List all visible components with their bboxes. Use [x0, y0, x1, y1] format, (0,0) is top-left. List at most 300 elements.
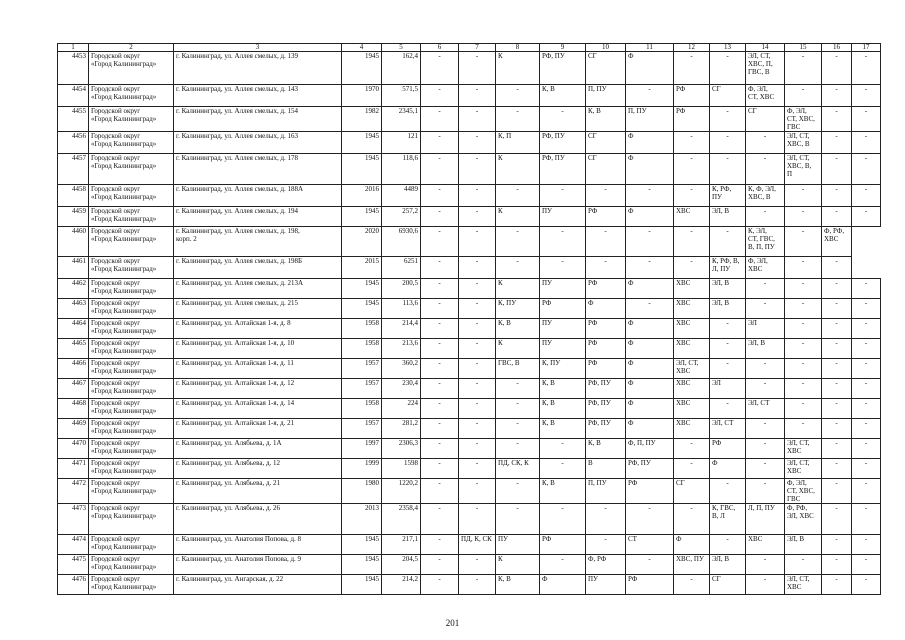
table-cell: СГ — [674, 479, 710, 504]
table-cell: - — [459, 504, 496, 535]
table-cell: - — [822, 279, 852, 299]
column-number-cell: 13 — [710, 44, 746, 52]
table-cell: - — [496, 185, 540, 207]
row-number-cell: 4458 — [58, 185, 89, 207]
table-cell: - — [459, 319, 496, 339]
column-number-cell: 4 — [342, 44, 382, 52]
table-cell: 2015 — [342, 257, 382, 279]
row-number-cell: 4475 — [58, 555, 89, 575]
table-cell: - — [421, 359, 459, 379]
table-cell: 1957 — [342, 359, 382, 379]
table-cell: - — [459, 339, 496, 359]
table-cell: - — [586, 257, 626, 279]
table-cell: - — [852, 479, 881, 504]
table-cell: - — [421, 257, 459, 279]
table-cell: - — [746, 359, 785, 379]
table-cell: - — [822, 299, 852, 319]
column-number-cell: 8 — [496, 44, 540, 52]
table-cell: К, П — [496, 132, 540, 154]
table-row — [58, 154, 881, 185]
table-cell: 121 — [382, 132, 421, 154]
table-cell: - — [626, 85, 674, 107]
table-cell: - — [746, 439, 785, 459]
table-cell: - — [746, 379, 785, 399]
table-cell: К, В — [540, 419, 586, 439]
row-number-cell: 4465 — [58, 339, 89, 359]
table-cell: К, В — [540, 399, 586, 419]
table-row — [58, 399, 881, 419]
table-cell: Ф — [710, 459, 746, 479]
table-cell: ХВС, ПУ — [674, 555, 710, 575]
table-body — [58, 44, 881, 595]
table-cell: - — [710, 227, 746, 257]
table-cell: РФ — [586, 339, 626, 359]
address-cell: г. Калининград, ул. Алтайская 1-я, д. 10 — [174, 339, 342, 359]
column-number-cell: 2 — [89, 44, 174, 52]
table-cell: Ф — [540, 575, 586, 595]
table-row — [58, 227, 881, 257]
table-cell: ПУ — [540, 207, 586, 227]
table-cell: - — [710, 52, 746, 85]
table-cell: К, В — [540, 379, 586, 399]
table-cell: РФ, ПУ — [586, 399, 626, 419]
table-cell: ЭЛ, В — [710, 207, 746, 227]
municipality-cell: Городской округ «Город Калининград» — [89, 555, 174, 575]
table-cell: Ф, ЭЛ, СТ, ХВС — [746, 85, 785, 107]
table-cell: Ф, ЭЛ, ХВС — [746, 257, 785, 279]
table-cell: К — [496, 339, 540, 359]
table-cell: ЭЛ, СТ — [710, 419, 746, 439]
table-cell: П, ПУ — [626, 107, 674, 132]
table-cell: - — [674, 439, 710, 459]
municipality-cell: Городской округ «Город Калининград» — [89, 52, 174, 85]
table-cell: - — [421, 575, 459, 595]
table-cell: СГ — [586, 52, 626, 85]
table-cell: - — [421, 85, 459, 107]
address-cell: г. Калининград, ул. Аллея смелых, д. 198, корп. 2 — [174, 227, 342, 257]
address-cell: г. Калининград, ул. Алтайская 1-я, д. 11 — [174, 359, 342, 379]
table-cell: - — [746, 555, 785, 575]
address-cell: г. Калининград, ул. Алтайская 1-я, д. 21 — [174, 419, 342, 439]
row-number-cell: 4474 — [58, 535, 89, 555]
table-cell: - — [459, 185, 496, 207]
table-cell: - — [540, 555, 586, 575]
table-cell: - — [496, 85, 540, 107]
table-cell: - — [710, 479, 746, 504]
row-number-cell: 4457 — [58, 154, 89, 185]
table-cell: 2016 — [342, 185, 382, 207]
table-cell: - — [421, 555, 459, 575]
table-cell: К, РФ, В, Л, ПУ — [710, 257, 746, 279]
table-cell: ЭЛ, СТ, ХВС — [785, 575, 822, 595]
table-cell: - — [459, 85, 496, 107]
table-cell: - — [852, 555, 881, 575]
municipality-cell: Городской округ «Город Калининград» — [89, 339, 174, 359]
table-cell: 1945 — [342, 575, 382, 595]
table-cell: - — [626, 185, 674, 207]
address-cell: г. Калининград, ул. Аллея смелых, д. 188А — [174, 185, 342, 207]
table-cell: Ф — [626, 319, 674, 339]
table-cell: - — [822, 339, 852, 359]
table-cell: 1970 — [342, 85, 382, 107]
address-cell: г. Калининград, ул. Алтайская 1-я, д. 14 — [174, 399, 342, 419]
table-cell: РФ — [540, 299, 586, 319]
table-cell: - — [822, 535, 852, 555]
table-cell: ЭЛ, В — [785, 535, 822, 555]
table-row — [58, 52, 881, 85]
municipality-cell: Городской округ «Город Калининград» — [89, 207, 174, 227]
table-cell: - — [852, 132, 881, 154]
row-number-cell: 4456 — [58, 132, 89, 154]
municipality-cell: Городской округ «Город Калининград» — [89, 575, 174, 595]
table-cell: РФ — [540, 535, 586, 555]
table-cell: - — [459, 132, 496, 154]
table-cell: - — [822, 185, 852, 207]
address-cell: г. Калининград, ул. Алябьева, д. 12 — [174, 459, 342, 479]
table-cell: 1957 — [342, 419, 382, 439]
table-cell: - — [746, 419, 785, 439]
table-cell: К, В — [586, 439, 626, 459]
row-number-cell: 4463 — [58, 299, 89, 319]
table-cell: - — [586, 504, 626, 535]
table-cell: - — [852, 575, 881, 595]
table-cell: - — [852, 359, 881, 379]
table-cell: - — [852, 419, 881, 439]
table-cell: - — [421, 132, 459, 154]
registry-table-sheet — [57, 43, 880, 595]
table-cell: - — [459, 299, 496, 319]
table-cell: - — [496, 227, 540, 257]
column-number-cell: 15 — [785, 44, 822, 52]
address-cell: г. Калининград, ул. Аллея смелых, д. 163 — [174, 132, 342, 154]
table-cell: ХВС — [674, 419, 710, 439]
table-cell: - — [674, 227, 710, 257]
table-row — [58, 575, 881, 595]
municipality-cell: Городской округ «Город Калининград» — [89, 379, 174, 399]
table-cell: Ф — [626, 132, 674, 154]
table-cell: 6251 — [382, 257, 421, 279]
municipality-cell: Городской округ «Город Калининград» — [89, 279, 174, 299]
table-cell: - — [852, 504, 881, 535]
table-cell: - — [852, 379, 881, 399]
table-cell: 1220,2 — [382, 479, 421, 504]
table-row — [58, 207, 881, 227]
table-cell: Ф — [674, 535, 710, 555]
municipality-cell: Городской округ «Город Калининград» — [89, 132, 174, 154]
municipality-cell: Городской округ «Город Калининград» — [89, 419, 174, 439]
column-number-cell: 12 — [674, 44, 710, 52]
table-cell: ЭЛ, СТ — [746, 399, 785, 419]
table-row — [58, 504, 881, 535]
table-cell: К — [496, 279, 540, 299]
table-cell: - — [674, 52, 710, 85]
municipality-cell: Городской округ «Город Калининград» — [89, 257, 174, 279]
row-number-cell: 4467 — [58, 379, 89, 399]
address-cell: г. Калининград, ул. Алябьева, д. 1А — [174, 439, 342, 459]
table-cell: 1982 — [342, 107, 382, 132]
table-cell: - — [852, 85, 881, 107]
municipality-cell: Городской округ «Город Калининград» — [89, 299, 174, 319]
column-number-cell: 6 — [421, 44, 459, 52]
table-cell: - — [710, 132, 746, 154]
table-cell: - — [459, 107, 496, 132]
table-cell: - — [785, 299, 822, 319]
table-cell: - — [822, 459, 852, 479]
address-cell: г. Калининград, ул. Алтайская 1-я, д. 8 — [174, 319, 342, 339]
table-cell: - — [710, 535, 746, 555]
table-cell: РФ — [674, 85, 710, 107]
table-cell: К, В — [540, 479, 586, 504]
table-cell: - — [785, 257, 822, 279]
row-number-cell: 4469 — [58, 419, 89, 439]
row-number-cell: 4473 — [58, 504, 89, 535]
table-cell: - — [710, 154, 746, 185]
table-cell: - — [496, 399, 540, 419]
table-cell: 1958 — [342, 399, 382, 419]
table-cell: К, В — [496, 319, 540, 339]
table-cell: - — [674, 132, 710, 154]
table-cell: РФ — [586, 319, 626, 339]
table-cell: - — [852, 279, 881, 299]
table-row — [58, 339, 881, 359]
table-cell: - — [822, 154, 852, 185]
table-cell: Ф, РФ, ХВС — [822, 227, 852, 257]
table-cell: 6930,6 — [382, 227, 421, 257]
table-cell: - — [459, 399, 496, 419]
table-row — [58, 257, 881, 279]
table-cell: - — [626, 504, 674, 535]
table-cell: ЭЛ, В — [710, 279, 746, 299]
table-cell: Ф — [626, 279, 674, 299]
table-cell: - — [626, 299, 674, 319]
table-cell: - — [540, 185, 586, 207]
address-cell: г. Калининград, ул. Аллея смелых, д. 178 — [174, 154, 342, 185]
address-cell: г. Калининград, ул. Аллея смелых, д. 139 — [174, 52, 342, 85]
table-cell: - — [459, 52, 496, 85]
table-cell: К, В — [586, 107, 626, 132]
table-cell: К, В — [540, 85, 586, 107]
table-cell: 281,2 — [382, 419, 421, 439]
table-cell: - — [496, 419, 540, 439]
table-cell: ЭЛ, В — [710, 555, 746, 575]
table-cell: - — [674, 185, 710, 207]
table-cell: - — [540, 459, 586, 479]
table-cell: - — [421, 439, 459, 459]
table-cell: 1945 — [342, 132, 382, 154]
municipality-cell: Городской округ «Город Калининград» — [89, 185, 174, 207]
table-cell: ХВС — [674, 299, 710, 319]
table-row — [58, 555, 881, 575]
table-cell: К, ГВС, В, Л — [710, 504, 746, 535]
column-number-cell: 5 — [382, 44, 421, 52]
table-cell: - — [852, 107, 881, 132]
row-number-cell: 4453 — [58, 52, 89, 85]
table-cell: 2306,3 — [382, 439, 421, 459]
table-cell: - — [459, 359, 496, 379]
table-cell: РФ, ПУ — [626, 459, 674, 479]
table-row — [58, 319, 881, 339]
table-cell: - — [540, 227, 586, 257]
table-cell: - — [421, 459, 459, 479]
table-cell: - — [852, 299, 881, 319]
table-cell: 1598 — [382, 459, 421, 479]
table-cell: - — [674, 459, 710, 479]
table-row — [58, 535, 881, 555]
municipality-cell: Городской округ «Город Калининград» — [89, 504, 174, 535]
address-cell: г. Калининград, ул. Алябьева, д. 26 — [174, 504, 342, 535]
column-number-cell: 10 — [586, 44, 626, 52]
table-cell: Ф, РФ — [586, 555, 626, 575]
table-cell: К — [496, 555, 540, 575]
table-cell: ПУ — [496, 535, 540, 555]
table-cell: - — [822, 419, 852, 439]
table-cell: ХВС — [746, 535, 785, 555]
address-cell: г. Калининград, ул. Алябьева, д. 21 — [174, 479, 342, 504]
row-number-cell: 4459 — [58, 207, 89, 227]
municipality-cell: Городской округ «Город Калининград» — [89, 154, 174, 185]
table-cell: - — [746, 132, 785, 154]
table-row — [58, 132, 881, 154]
page-number: 201 — [445, 618, 460, 628]
table-cell: Ф, ЭЛ, СТ, ХВС, ГВС — [785, 479, 822, 504]
table-cell: - — [674, 257, 710, 279]
table-cell: 1980 — [342, 479, 382, 504]
row-number-cell: 4472 — [58, 479, 89, 504]
address-cell: г. Калининград, ул. Аллея смелых, д. 213А — [174, 279, 342, 299]
column-number-cell: 9 — [540, 44, 586, 52]
table-cell: - — [421, 299, 459, 319]
table-cell: СГ — [586, 132, 626, 154]
table-cell: - — [674, 154, 710, 185]
table-cell: 360,2 — [382, 359, 421, 379]
table-cell: - — [822, 207, 852, 227]
table-cell: - — [540, 504, 586, 535]
table-cell: - — [785, 207, 822, 227]
table-cell: - — [785, 419, 822, 439]
table-cell: - — [852, 339, 881, 359]
table-cell: - — [822, 379, 852, 399]
table-cell: ЭЛ — [746, 319, 785, 339]
table-cell: 1945 — [342, 207, 382, 227]
table-cell: 1945 — [342, 52, 382, 85]
table-cell: В — [586, 459, 626, 479]
municipality-cell: Городской округ «Город Калининград» — [89, 535, 174, 555]
table-cell: - — [459, 207, 496, 227]
table-cell: К, В — [496, 575, 540, 595]
table-cell: - — [674, 504, 710, 535]
table-cell: 213,6 — [382, 339, 421, 359]
table-cell: Ф — [626, 207, 674, 227]
table-cell: - — [421, 107, 459, 132]
table-cell: - — [852, 319, 881, 339]
row-number-cell: 4462 — [58, 279, 89, 299]
table-cell: - — [710, 399, 746, 419]
municipality-cell: Городской округ «Город Калининград» — [89, 85, 174, 107]
table-cell: ПУ — [586, 575, 626, 595]
table-row — [58, 479, 881, 504]
table-cell: Л, П, ПУ — [746, 504, 785, 535]
table-cell: 224 — [382, 399, 421, 419]
table-cell: - — [459, 257, 496, 279]
table-cell: Ф — [626, 399, 674, 419]
table-cell: - — [421, 185, 459, 207]
table-cell: - — [710, 319, 746, 339]
column-number-cell: 3 — [174, 44, 342, 52]
municipality-cell: Городской округ «Город Калининград» — [89, 359, 174, 379]
table-row — [58, 279, 881, 299]
table-cell: ГВС, В — [496, 359, 540, 379]
table-cell: 162,4 — [382, 52, 421, 85]
table-cell: РФ, ПУ — [586, 379, 626, 399]
table-cell: СГ — [710, 575, 746, 595]
table-row — [58, 379, 881, 399]
table-cell: - — [785, 319, 822, 339]
table-cell: ПУ — [540, 339, 586, 359]
table-cell: Ф — [626, 379, 674, 399]
row-number-cell: 4455 — [58, 107, 89, 132]
table-cell: ХВС — [674, 279, 710, 299]
table-cell: 2345,1 — [382, 107, 421, 132]
table-cell: 214,2 — [382, 575, 421, 595]
table-cell: - — [459, 555, 496, 575]
table-cell: ЭЛ — [710, 379, 746, 399]
table-cell: - — [540, 257, 586, 279]
table-cell: РФ, ПУ — [540, 132, 586, 154]
table-cell: ПУ — [540, 279, 586, 299]
table-cell: СГ — [746, 107, 785, 132]
table-cell: - — [421, 479, 459, 504]
table-cell: - — [822, 85, 852, 107]
table-cell: 4489 — [382, 185, 421, 207]
table-cell: Ф — [626, 52, 674, 85]
table-cell: - — [822, 257, 852, 279]
table-cell: ЭЛ, В — [710, 299, 746, 319]
column-number-cell: 17 — [852, 44, 881, 52]
table-cell: - — [822, 132, 852, 154]
address-cell: г. Калининград, ул. Анатолия Попова, д. 8 — [174, 535, 342, 555]
table-cell: - — [421, 399, 459, 419]
table-cell: Ф — [586, 299, 626, 319]
column-number-cell: 16 — [822, 44, 852, 52]
table-cell: - — [852, 459, 881, 479]
table-cell: СГ — [586, 154, 626, 185]
table-cell: ЭЛ, СТ, ХВС, В, П — [785, 154, 822, 185]
table-cell: ЭЛ, СТ, ХВС, П, ГВС, В — [746, 52, 785, 85]
table-cell: 1957 — [342, 379, 382, 399]
row-number-cell: 4460 — [58, 227, 89, 257]
table-cell: 217,1 — [382, 535, 421, 555]
table-cell: - — [852, 535, 881, 555]
table-cell: - — [785, 279, 822, 299]
table-cell: - — [785, 52, 822, 85]
table-cell: - — [421, 339, 459, 359]
table-cell: ХВС — [674, 399, 710, 419]
table-row — [58, 459, 881, 479]
table-cell: - — [822, 107, 852, 132]
table-cell: Ф — [626, 154, 674, 185]
table-cell: - — [852, 399, 881, 419]
row-number-cell: 4464 — [58, 319, 89, 339]
address-cell: г. Калининград, ул. Аллея смелых, д. 143 — [174, 85, 342, 107]
municipality-cell: Городской округ «Город Калининград» — [89, 479, 174, 504]
table-cell: РФ, ПУ — [540, 52, 586, 85]
table-cell: - — [421, 319, 459, 339]
table-cell: К — [496, 154, 540, 185]
table-cell: К — [496, 52, 540, 85]
table-cell: - — [496, 107, 540, 132]
registry-table — [57, 43, 881, 595]
table-row — [58, 85, 881, 107]
